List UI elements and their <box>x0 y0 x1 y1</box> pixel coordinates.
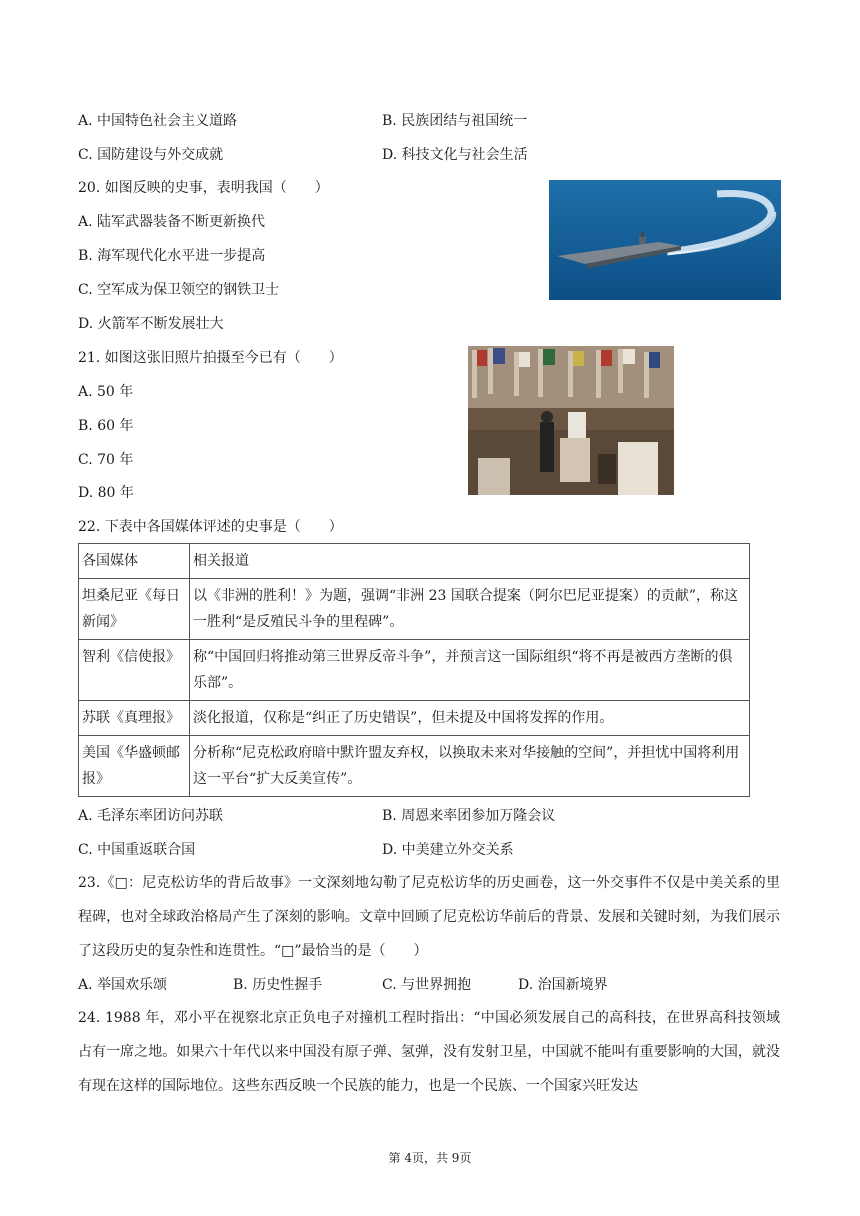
q20-stem: 20. 如图反映的史事，表明我国（ ） <box>78 180 329 196</box>
q19-option-c[interactable]: C. 国防建设与外交成就 <box>78 147 224 163</box>
table-cell-report: 分析称“尼克松政府暗中默许盟友弃权，以换取未来对华接触的空间”，并担忧中国将利用这一平台“扩大反美宣传”。 <box>190 736 750 797</box>
table-cell-media: 坦桑尼亚《每日新闻》 <box>79 579 190 640</box>
q19-option-a[interactable]: A. 中国特色社会主义道路 <box>78 113 238 129</box>
q22-option-c[interactable]: C. 中国重返联合国 <box>78 842 196 858</box>
table-row <box>79 701 750 736</box>
q21-option-d[interactable]: D. 80 年 <box>78 485 134 501</box>
table-header-report: 相关报道 <box>190 544 750 579</box>
q22-option-a[interactable]: A. 毛泽东率团访问苏联 <box>78 808 224 824</box>
table-cell-media: 美国《华盛顿邮报》 <box>79 736 190 797</box>
un-assembly-photo <box>468 346 674 495</box>
page-number-footer: 第 4页，共 9页 <box>388 1151 472 1165</box>
q21-stem: 21. 如图这张旧照片拍摄至今已有（ ） <box>78 350 343 366</box>
q22-stem: 22. 下表中各国媒体评述的史事是（ ） <box>78 519 343 535</box>
q21-option-b[interactable]: B. 60 年 <box>78 418 134 434</box>
table-cell-media: 苏联《真理报》 <box>79 701 190 736</box>
q19-option-d[interactable]: D. 科技文化与社会生活 <box>382 147 528 163</box>
table-cell-report: 淡化报道，仅称是“纠正了历史错误”，但未提及中国将发挥的作用。 <box>190 701 750 736</box>
q19-option-b[interactable]: B. 民族团结与祖国统一 <box>382 113 528 129</box>
table-header-media: 各国媒体 <box>79 544 190 579</box>
q20-option-b[interactable]: B. 海军现代化水平进一步提高 <box>78 248 266 264</box>
table-row <box>79 640 750 701</box>
q20-option-c[interactable]: C. 空军成为保卫领空的钢铁卫士 <box>78 282 280 298</box>
q22-option-d[interactable]: D. 中美建立外交关系 <box>382 842 514 858</box>
table-header-row <box>79 544 750 579</box>
table-row <box>79 579 750 640</box>
q22-option-b[interactable]: B. 周恩来率团参加万隆会议 <box>382 808 556 824</box>
q20-option-a[interactable]: A. 陆军武器装备不断更新换代 <box>78 214 266 230</box>
q23-option-c[interactable]: C. 与世界拥抱 <box>382 977 472 993</box>
aircraft-carrier-photo <box>549 180 781 300</box>
q23-stem: 23.《□：尼克松访华的背后故事》一文深刻地勾勒了尼克松访华的历史画卷，这一外交事件不仅是中美关系的里程碑，也对全球政治格局产生了深刻的影响。文章中回顾了尼克松访华前后的背景、发展和关键时刻，为我们展示了这段历史的复杂性和连贯性。“□”最恰当的是（ ） <box>78 875 780 959</box>
q21-option-c[interactable]: C. 70 年 <box>78 452 134 468</box>
table-cell-report: 称“中国回归将推动第三世界反帝斗争”，并预言这一国际组织“将不再是被西方垄断的俱乐部”。 <box>190 640 750 701</box>
table-row <box>79 736 750 797</box>
q23-option-b[interactable]: B. 历史性握手 <box>233 977 323 993</box>
q21-option-a[interactable]: A. 50 年 <box>78 384 134 400</box>
q20-option-d[interactable]: D. 火箭军不断发展壮大 <box>78 316 224 332</box>
q23-option-d[interactable]: D. 治国新境界 <box>518 977 608 993</box>
q24-stem: 24. 1988 年，邓小平在视察北京正负电子对撞机工程时指出：“中国必须发展自己的高科技，在世界高科技领域占有一席之地。如果六十年代以来中国没有原子弹、氢弹，没有发射卫星，中国就不能叫有重要影响的大国，就没有现在这样的国际地位。这些东西反映一个民族的能力，也是一个民族、一个国家兴旺发达 <box>78 1010 780 1094</box>
table-cell-report: 以《非洲的胜利！》为题，强调“非洲 23 国联合提案（阿尔巴尼亚提案）的贡献”，称这一胜利“是反殖民斗争的里程碑”。 <box>190 579 750 640</box>
media-reports-table <box>78 543 750 797</box>
table-cell-media: 智利《信使报》 <box>79 640 190 701</box>
q23-option-a[interactable]: A. 举国欢乐颂 <box>78 977 168 993</box>
